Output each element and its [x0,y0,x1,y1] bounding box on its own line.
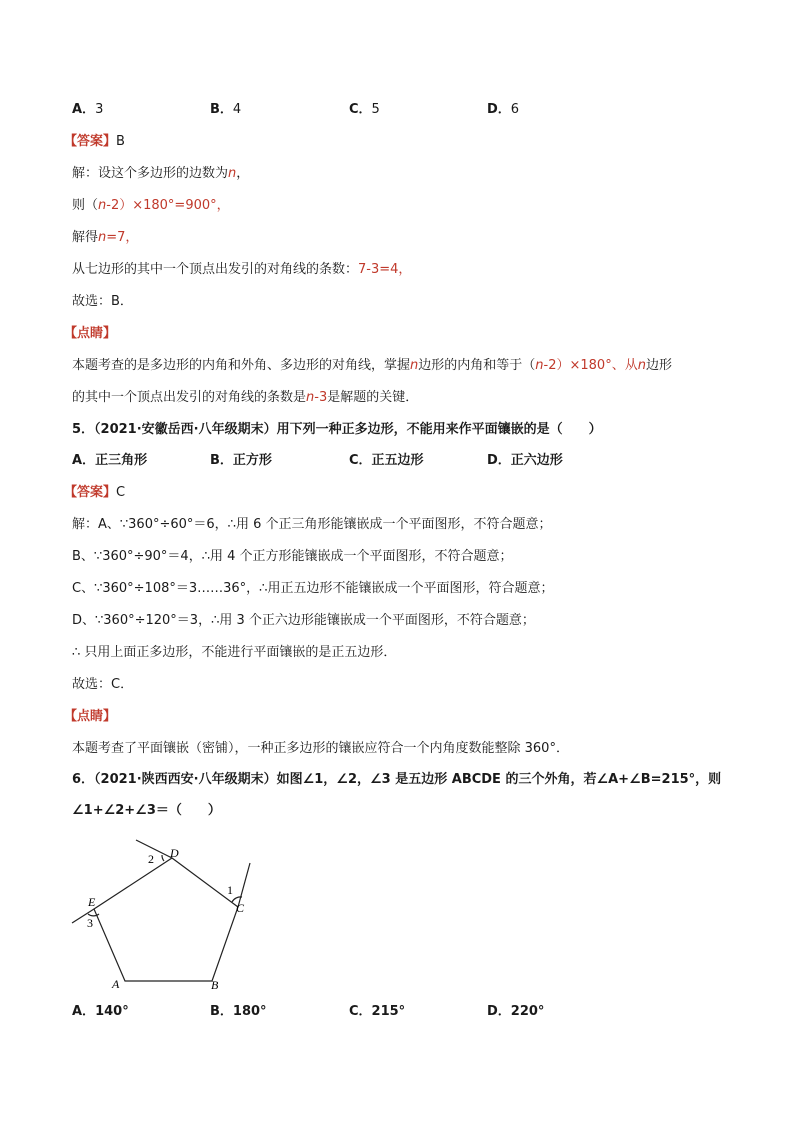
q6-option-a: A．140° [72,1004,129,1019]
q4-point-line-1: 本题考查的是多边形的内角和外角、多边形的对角线，掌握n边形的内角和等于（n-2）×180°、从n边形 [72,358,672,373]
q4-solution-line-4: 从七边形的其中一个顶点出发引的对角线的条数：7-3=4， [72,262,412,277]
vertex-label-b: B [211,978,219,992]
q5-solution-line-1: 解：A、∵360°÷60°＝6，∴用 6 个正三角形能镶嵌成一个平面图形，不符合题意； [72,517,552,532]
vertex-label-d: D [170,846,179,860]
q5-option-c: C．正五边形 [349,453,424,468]
angle-label-1: 1 [227,883,233,897]
q5-option-d: D．正六边形 [487,453,563,468]
vertex-label-c: C [236,901,245,915]
q5-solution-line-6: 故选：C． [72,677,134,692]
q6-option-c: C．215° [349,1004,406,1019]
pentagon-abcde [94,858,238,981]
pentagon-figure [60,835,280,995]
q4-point-line-2: 的其中一个顶点出发引的对角线的条数是n-3是解题的关键． [72,390,419,405]
angle-arc-2 [162,855,164,861]
q4-point-tag: 【点睛】 [64,326,117,341]
q5-option-a: A．正三角形 [72,453,148,468]
q4-option-d: D．6 [487,102,520,117]
q4-solution-line-2: 则（n-2）×180°=900°， [72,198,230,213]
q6-option-d: D．220° [487,1004,545,1019]
q5-solution-line-5: ∴ 只用上面正多边形，不能进行平面镶嵌的是正五边形． [72,645,397,660]
q5-point-line-1: 本题考查了平面镶嵌（密铺），一种正多边形的镶嵌应符合一个内角度数能整除 360°． [72,741,569,756]
angle-label-3: 3 [87,916,93,930]
extension-line-d [136,840,172,858]
q5-answer: 【答案】C [64,485,126,500]
q5-point-tag: 【点睛】 [64,709,117,724]
q4-solution-line-1: 解：设这个多边形的边数为n， [72,166,250,181]
q5-stem: 5．（2021·安徽岳西·八年级期末）用下列一种正多边形，不能用来作平面镶嵌的是（ ） [72,422,602,437]
vertex-label-a: A [112,977,120,991]
q4-option-b: B．4 [210,102,242,117]
q5-solution-line-3: C、∵360°÷108°＝3……36°，∴用正五边形不能镶嵌成一个平面图形，符合题意； [72,581,554,596]
q4-answer: 【答案】B [64,134,125,149]
q6-stem-line-1: 6．（2021·陕西西安·八年级期末）如图∠1，∠2，∠3 是五边形 ABCDE 的三个外角，若∠A+∠B=215°，则 [72,772,722,787]
q4-option-c: C．5 [349,102,380,117]
q4-solution-line-5: 故选：B． [72,294,133,309]
q4-solution-line-3: 解得n=7， [72,230,139,245]
q5-solution-line-4: D、∵360°÷120°＝3，∴用 3 个正六边形能镶嵌成一个平面图形，不符合题意； [72,613,535,628]
q5-solution-line-2: B、∵360°÷90°＝4，∴用 4 个正方形能镶嵌成一个平面图形，不符合题意； [72,549,513,564]
q4-option-a: A．3 [72,102,104,117]
vertex-label-e: E [88,895,96,909]
q5-option-b: B．正方形 [210,453,272,468]
q6-option-b: B．180° [210,1004,267,1019]
q6-stem-line-2: ∠1+∠2+∠3＝（ ） [72,803,221,818]
angle-label-2: 2 [148,852,154,866]
